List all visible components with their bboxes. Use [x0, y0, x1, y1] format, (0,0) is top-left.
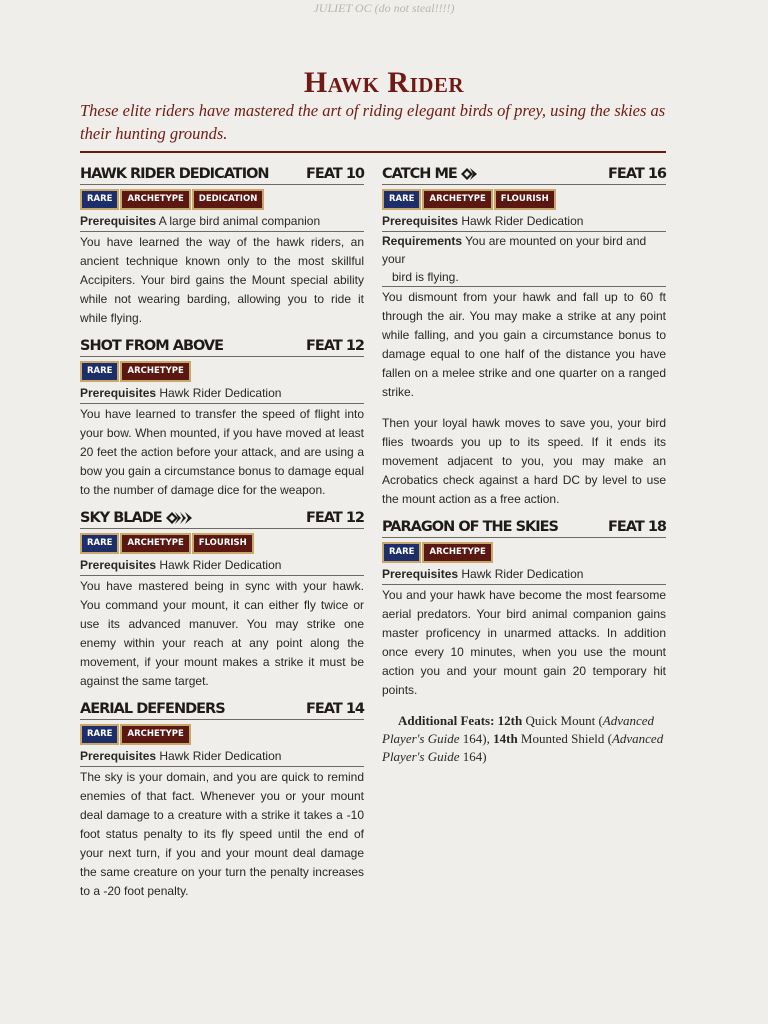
one-action-icon	[460, 167, 478, 181]
feat-name: SHOT FROM ABOVE	[80, 338, 224, 354]
additional-page-2: 164	[462, 749, 483, 764]
feat-level: FEAT 10	[305, 166, 364, 182]
additional-feat-2: Mounted Shield	[520, 731, 605, 746]
feat-header	[382, 160, 666, 185]
additional-feats: Additional Feats: 12th Quick Mount (Advanced Player's Guide 164), 14th Mounted Shield (Advanced Player's Guide 164)	[382, 713, 664, 764]
feat-sky-blade	[80, 504, 364, 691]
trait-rare: RARE	[382, 189, 421, 210]
trait-archetype: ARCHETYPE	[120, 361, 190, 382]
trait-list	[80, 533, 364, 552]
feat-header	[80, 160, 364, 185]
feat-aerial-defenders	[80, 695, 364, 901]
feat-name-wrap	[80, 510, 195, 526]
feat-text-2: Then your loyal hawk moves to save you, your bird flies twoards you up to its speed. If it ends its movement adjacent to you, you may make an Acrobatics check against a hard DC by level to use the mount action as a free action.	[382, 416, 666, 506]
trait-rare: RARE	[80, 533, 119, 554]
requirements-line	[382, 232, 666, 286]
additional-page-1: 164	[462, 731, 483, 746]
feat-name: AERIAL DEFENDERS	[80, 701, 225, 717]
feat-name: HAWK RIDER DEDICATION	[80, 166, 269, 182]
feat-level: FEAT 14	[305, 701, 364, 717]
trait-archetype: ARCHETYPE	[422, 189, 492, 210]
additional-source-2: Advanced Player's Guide	[382, 731, 664, 764]
feat-level: FEAT 12	[305, 510, 364, 526]
trait-list	[382, 542, 666, 561]
prerequisites-value: Hawk Rider Dedication	[159, 386, 282, 400]
prerequisites	[80, 212, 364, 232]
title-rule	[80, 151, 666, 153]
prerequisites	[382, 212, 666, 232]
page-title: Hawk Rider	[303, 66, 465, 99]
requirements-value-cont: bird is flying.	[392, 270, 459, 284]
prerequisites-value: A large bird animal companion	[158, 214, 321, 228]
trait-archetype: ARCHETYPE	[120, 189, 190, 210]
feat-catch-me	[382, 160, 666, 509]
feat-level: FEAT 12	[305, 338, 364, 354]
additional-level-1: 12th	[497, 713, 523, 728]
prerequisites-value: Hawk Rider Dedication	[461, 214, 584, 228]
feat-header	[80, 332, 364, 357]
trait-rare: RARE	[382, 542, 421, 563]
feat-hawk-rider-dedication	[80, 160, 364, 328]
additional-feat-1: Quick Mount	[525, 713, 596, 728]
feat-header	[382, 513, 666, 538]
feat-description	[80, 767, 364, 901]
additional-feats-label: Additional Feats:	[398, 713, 495, 728]
feat-header	[80, 504, 364, 529]
additional-level-2: 14th	[493, 731, 518, 746]
trait-list	[80, 189, 364, 208]
trait-archetype: ARCHETYPE	[120, 724, 190, 745]
right-column	[382, 160, 666, 766]
feat-text: You have learned to transfer the speed of flight into your bow. When mounted, if you have moved at least 20 feet the action before your attack, and are using a bow you gain a circumstance bonus to damage equal to the number of damage dice for the weapon.	[80, 407, 364, 497]
prerequisites-value: Hawk Rider Dedication	[461, 567, 584, 581]
feat-text: You have mastered being in sync with your hawk. You command your mount, it can either fly twice or use its advanced manuver. You may strike one enemy within your reach at any point along the movement, if your mount makes a strike it must be against the same target.	[80, 579, 364, 688]
trait-rare: RARE	[80, 361, 119, 382]
page-subtitle: These elite riders have mastered the art of riding elegant birds of prey, using the skies as their hunting grounds.	[80, 101, 666, 143]
requirements	[382, 232, 666, 287]
feat-name: CATCH ME	[382, 166, 457, 182]
trait-rare: RARE	[80, 189, 119, 210]
feat-description	[382, 287, 666, 509]
two-action-icon	[165, 511, 195, 525]
feat-level: FEAT 16	[607, 166, 666, 182]
feat-description	[80, 404, 364, 500]
feat-text: You dismount from your hawk and fall up to 60 ft through the air. You may make a strike at any point while falling, and you gain a circumstance bonus to damage equal to one half of the distance you have fallen on a melee strike and one quarter on a ranged strike.	[382, 290, 666, 399]
feat-paragon-of-the-skies	[382, 513, 666, 700]
feat-description	[382, 585, 666, 700]
trait-rare: RARE	[80, 724, 119, 745]
trait-list	[382, 189, 666, 208]
trait-dedication: DEDICATION	[192, 189, 265, 210]
feat-header	[80, 695, 364, 720]
trait-list	[80, 724, 364, 743]
feat-description	[80, 232, 364, 328]
prerequisites	[80, 747, 364, 767]
feat-shot-from-above	[80, 332, 364, 500]
feat-name: SKY BLADE	[80, 510, 162, 526]
feat-name-wrap	[382, 166, 478, 182]
prerequisites-label: Prerequisites	[80, 749, 157, 763]
additional-source-1: Advanced Player's Guide	[382, 713, 655, 746]
feat-text: You and your hawk have become the most fearsome aerial predators. Your bird animal companion gains master proficency in unarmed attacks. In addition once every 10 minutes, when you use the mount action you and your mount gain 20 temporary hit points.	[382, 588, 666, 697]
feat-text: The sky is your domain, and you are quick to remind enemies of that fact. Whenever you or your mount deal damage to a creature with a strike it takes a -10 foot status penalty to its fly speed until the end of your next turn, if you and your mount deal damage the same creature on your turn the penalty increases to a -20 foot penalty.	[80, 770, 364, 898]
prerequisites	[80, 384, 364, 404]
trait-list	[80, 361, 364, 380]
watermark-note: JULIET OC (do not steal!!!!)	[313, 1, 455, 15]
prerequisites-value: Hawk Rider Dedication	[159, 749, 282, 763]
feat-level: FEAT 18	[607, 519, 666, 535]
trait-flourish: FLOURISH	[192, 533, 254, 554]
requirements-value: You are mounted on your bird and your	[382, 234, 647, 266]
prerequisites-label: Prerequisites	[80, 386, 157, 400]
trait-archetype: ARCHETYPE	[120, 533, 190, 554]
feat-description	[80, 576, 364, 691]
prerequisites-label: Prerequisites	[382, 567, 459, 581]
prerequisites-label: Prerequisites	[80, 214, 157, 228]
requirements-label: Requirements	[382, 234, 463, 248]
feat-name: PARAGON OF THE SKIES	[382, 519, 558, 535]
trait-flourish: FLOURISH	[494, 189, 556, 210]
prerequisites-label: Prerequisites	[382, 214, 459, 228]
left-column	[80, 160, 364, 903]
prerequisites-label: Prerequisites	[80, 558, 157, 572]
prerequisites	[382, 565, 666, 585]
prerequisites-value: Hawk Rider Dedication	[159, 558, 282, 572]
feat-text: You have learned the way of the hawk riders, an ancient technique known only to the most skillful Accipiters. Your bird gains the Mount special ability while not wearing barding, allowing you to ride it while flying.	[80, 235, 364, 325]
prerequisites	[80, 556, 364, 576]
trait-archetype: ARCHETYPE	[422, 542, 492, 563]
